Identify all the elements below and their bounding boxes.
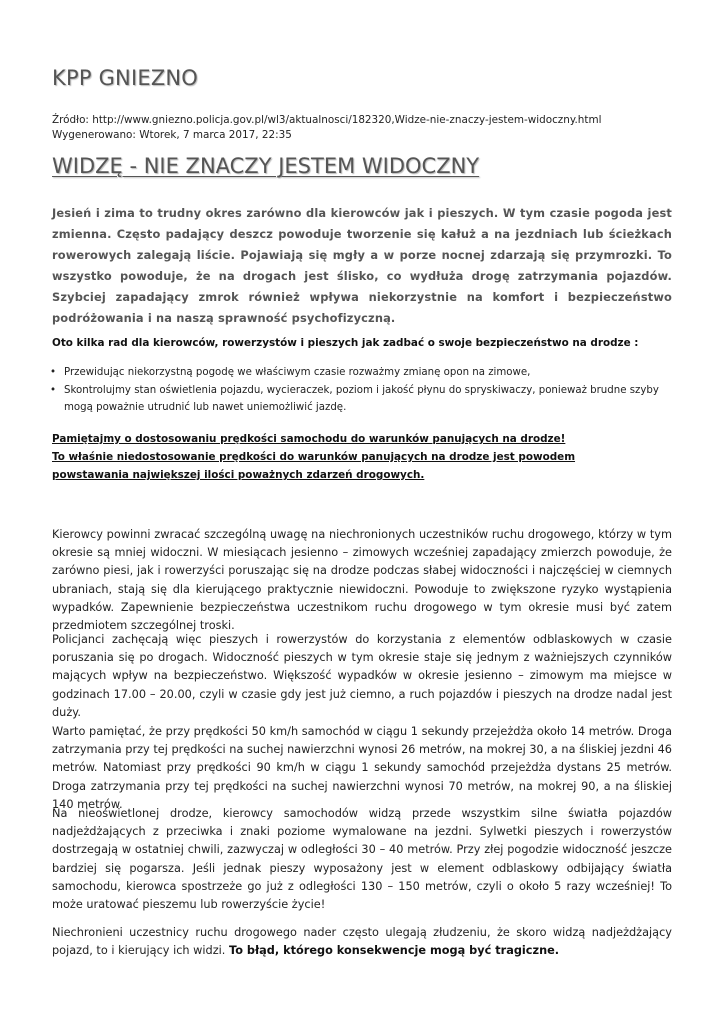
tip-text: Przewidując niekorzystną pogodę we właściwym czasie rozważmy zmianę opon na zimowe, (64, 367, 531, 378)
warning-line: powstawania największej ilości poważnych zdarzeń drogowych. (52, 469, 425, 481)
paragraph: Kierowcy powinni zwracać szczególną uwagę na niechronionych uczestników ruchu drogowego, którzy w tym okresie są mniej widoczni. W miesiącach jesienno – zimowych wcześniej zapadający zmierzch powoduje, że zarówno piesi, jak i rowerzyści poruszając się na drodze podczas słabej widoczności i najczęściej w ciemnych ubraniach, stają się dla kierującego praktycznie niewidoczni. Powoduje to zwiększone ryzyko wystąpienia wypadków. Zapewnienie bezpieczeństwa uczestnikom ruchu drogowego w tym okresie musi być zatem przedmiotem szczególnej troski. (52, 528, 672, 633)
generated-line: Wygenerowano: Wtorek, 7 marca 2017, 22:35 (52, 129, 292, 141)
closing-bold-text: To błąd, którego konsekwencje mogą być tragiczne. (228, 944, 560, 958)
meta-block (52, 113, 601, 143)
tip-text: Skontrolujmy stan oświetlenia pojazdu, wycieraczek, poziom i jakość płynu do spryskiwaczy, ponieważ brudne szyby mogą poważnie utrudnić lub nawet uniemożliwić jazdę. (64, 384, 659, 413)
article-title: WIDZĘ - NIE ZNACZY JESTEM WIDOCZNY (52, 154, 480, 178)
list-item (52, 364, 674, 382)
tips-heading: Oto kilka rad dla kierowców, rowerzystów i pieszych jak zadbać o swoje bezpieczeństwo na drodze : (52, 337, 639, 349)
site-title: KPP GNIEZNO (52, 66, 199, 90)
tips-list (52, 364, 674, 417)
paragraph: Policjanci zachęcają więc pieszych i rowerzystów do korzystania z elementów odblaskowych w czasie poruszania się po drogach. Widoczność pieszych w tym okresie staje się jednym z ważniejszych czynników mających wpływ na bezpieczeństwo. Większość wypadków w okresie jesienno – zimowym ma miejsce w godzinach 17.00 – 20.00, czyli w czasie gdy jest już ciemno, a ruch pojazdów i pieszych na drodze nadal jest duży. (52, 633, 672, 719)
bullet-icon: • (50, 367, 57, 378)
warning-line: To właśnie niedostosowanie prędkości do warunków panujących na drodze jest powodem (52, 451, 576, 463)
article-lead: Jesień i zima to trudny okres zarówno dla kierowców jak i pieszych. W tym czasie pogoda jest zmienna. Często padający deszcz powoduje tworzenie się kałuż a na jezdniach lub ścieżkach rowerowych zalegają liście. Pojawiają się mgły a w porze nocnej zdarzają się przymrozki. To wszystko powoduje, że na drogach jest ślisko, co wydłuża drogę zatrzymania pojazdów. Szybciej zapadający zmrok również wpływa niekorzystnie na komfort i bezpieczeństwo podróżowania i na naszą sprawność psychofizyczną. (52, 206, 672, 325)
closing-text: Niechronieni uczestnicy ruchu drogowego nader często ulegają złudzeniu, że skoro widzą nadjeżdżający pojazd, to i kierujący ich widzi. (52, 926, 672, 958)
paragraph: Warto pamiętać, że przy prędkości 50 km/h samochód w ciągu 1 sekundy przejeżdża około 14 metrów. Droga zatrzymania przy tej prędkości na suchej nawierzchni wynosi 26 metrów, na mokrej 30, a na śliskiej jezdni 46 metrów. Natomiast przy prędkości 90 km/h w ciągu 1 sekundy samochód przejeżdża dystans 25 metrów. Droga zatrzymania przy tej prędkości na suchej nawierzchni wynosi 70 metrów, na mokrej 90, a na śliskiej 140 metrów. (52, 725, 672, 811)
warning-line: Pamiętajmy o dostosowaniu prędkości samochodu do warunków panujących na drodze! (52, 433, 566, 445)
paragraph: Na nieoświetlonej drodze, kierowcy samochodów widzą przede wszystkim silne światła pojazdów nadjeżdżających z przeciwka i znaki poziome wymalowane na jezdni. Sylwetki pieszych i rowerzystów dostrzegają w ostatniej chwili, zazwyczaj w odległości 30 – 40 metrów. Przy złej pogodzie widoczność jeszcze bardziej się pogarsza. Jeśli jednak pieszy wyposażony jest w element odblaskowy odbijający światła samochodu, kierowca spostrzeże go już z odległości 130 – 150 metrów, czyli o około 5 razy wcześniej! To może uratować pieszemu lub rowerzyście życie! (52, 807, 672, 912)
list-item (52, 382, 674, 417)
bullet-icon: • (50, 384, 57, 396)
warning-block (52, 430, 575, 484)
source-line: Źródło: http://www.gniezno.policja.gov.pl/wl3/aktualnosci/182320,Widze-nie-znaczy-jestem-widoczny.html (52, 114, 602, 126)
closing-paragraph (52, 924, 672, 960)
